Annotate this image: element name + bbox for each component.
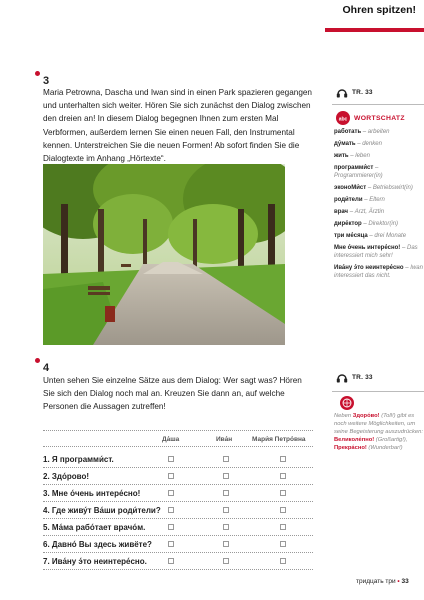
checkbox-dasha[interactable] [168,507,174,513]
checkbox-ivan[interactable] [223,507,229,513]
row-rule [43,552,313,553]
tip-text: Neben Здоро́во! (Toll!) gibt es noch weitere Möglichkeiten, um seine Begeisterung auszudrücken: Великоле́пно! (Großartig!), Прекра́сно! (Wunderbar!) [334,413,423,451]
exercise-3-number: 3 [43,75,50,87]
page-number: 33 [401,578,409,585]
checkbox-dasha[interactable] [168,524,174,530]
sidebar-divider [332,391,424,392]
sidebar-divider [332,104,424,105]
globe-icon [340,396,354,410]
column-header-ivan: Ива́н [216,436,233,443]
table-top-rule [43,430,313,431]
table-header-rule [43,446,313,447]
statement-text: 1. Я программи́ст. [43,455,114,464]
checkbox-dasha[interactable] [168,473,174,479]
chapter-title: Ohren spitzen! [342,4,416,16]
checkbox-maria[interactable] [280,541,286,547]
wortschatz-title: WORTSCHATZ [354,115,405,122]
checkbox-dasha[interactable] [168,456,174,462]
vocab-item: три ме́сяца – drei Monate [334,233,407,239]
vocab-item: дире́ктор – Direktor(in) [334,221,399,227]
statement-text: 6. Давно́ Вы здесь живёте? [43,540,152,549]
table-row [43,521,313,535]
table-bottom-rule [43,569,313,570]
exercise-3-instructions: Maria Petrowna, Dascha und Iwan sind in einen Park spazieren gegangen und unterhalten sich weiter. Hören Sie sich zunächst den Dialog zwischen den dreien an! In diesem Dialog begegnen Ihnen zum ersten Mal Verbformen, außerdem lernen Sie einen neuen Fall, den Instrumental kennen. Unterstreichen Sie die neuen Formen! Ab sofort finden Sie die Dialogtexte im Anhang „Hörtexte“. [43,88,312,164]
checkbox-ivan[interactable] [223,558,229,564]
checkbox-ivan[interactable] [223,456,229,462]
checkbox-maria[interactable] [280,473,286,479]
table-row [43,538,313,552]
headphones-icon [336,372,348,383]
exercise-bullet [35,358,40,363]
vocab-item: эконоМи́ст – Betriebswirt(in) [334,185,413,191]
audio-track-1[interactable] [336,87,373,98]
park-illustration [43,164,285,345]
vocab-item: жить – leben [334,153,370,159]
table-row [43,555,313,569]
exercise-4-number: 4 [43,362,50,374]
audio-track-label: TR. 33 [352,89,373,96]
exercise-bullet [35,71,40,76]
vocabulary-list [334,128,424,284]
checkbox-ivan[interactable] [223,524,229,530]
checkbox-ivan[interactable] [223,490,229,496]
row-rule [43,518,313,519]
page-number-words: тридцать три [356,578,396,585]
checkbox-maria[interactable] [280,558,286,564]
checkbox-maria[interactable] [280,490,286,496]
column-header-dasha: Да́ша [162,436,180,443]
statement-text: 7. Ива́ну э́то неинтере́сно. [43,557,147,566]
checkbox-maria[interactable] [280,507,286,513]
vocab-item: программи́ст – Programmierer(in) [334,165,383,179]
footer-separator: • [397,578,400,585]
table-row [43,470,313,484]
table-row [43,487,313,501]
park-photo [43,164,285,345]
checkbox-dasha[interactable] [168,490,174,496]
vocab-item: Мне о́чень интере́сно! – Das interessiert mich sehr! [334,245,418,259]
abc-icon [336,111,350,125]
vocab-item: ду́мать – denken [334,141,382,147]
checkbox-dasha[interactable] [168,541,174,547]
column-header-maria: Мари́я Петро́вна [252,436,306,443]
page-footer [356,578,409,585]
header-accent-bar [325,28,424,32]
checkbox-dasha[interactable] [168,558,174,564]
statement-text: 4. Где живу́т Ва́ши роди́тели? [43,506,161,515]
checkbox-maria[interactable] [280,456,286,462]
vocab-item: роди́тели – Eltern [334,197,385,203]
checkbox-ivan[interactable] [223,541,229,547]
vocab-item: Ива́ну э́то неинтере́сно – Iwan interessiert das nicht. [334,265,423,279]
statement-text: 3. Мне о́чень интере́сно! [43,489,141,498]
exercise-4-instructions: Unten sehen Sie einzelne Sätze aus dem Dialog: Wer sagt was? Hören Sie sich den Dialog noch mal an. Kreuzen Sie dann an, auf welche Personen die Aussagen zutreffen! [43,376,302,412]
statement-text: 5. Ма́ма рабо́тает врачо́м. [43,523,146,532]
table-row [43,453,313,467]
table-row [43,504,313,518]
row-rule [43,501,313,502]
audio-track-2[interactable] [336,372,373,383]
svg-text:abc: abc [338,116,348,123]
checkbox-ivan[interactable] [223,473,229,479]
vocab-item: врач – Arzt, Ärztin [334,209,385,215]
headphones-icon [336,87,348,98]
row-rule [43,467,313,468]
row-rule [43,484,313,485]
vocab-item: работать – arbeiten [334,129,390,135]
statement-text: 2. Здо́рово! [43,472,90,481]
row-rule [43,535,313,536]
checkbox-maria[interactable] [280,524,286,530]
audio-track-label: TR. 33 [352,374,373,381]
